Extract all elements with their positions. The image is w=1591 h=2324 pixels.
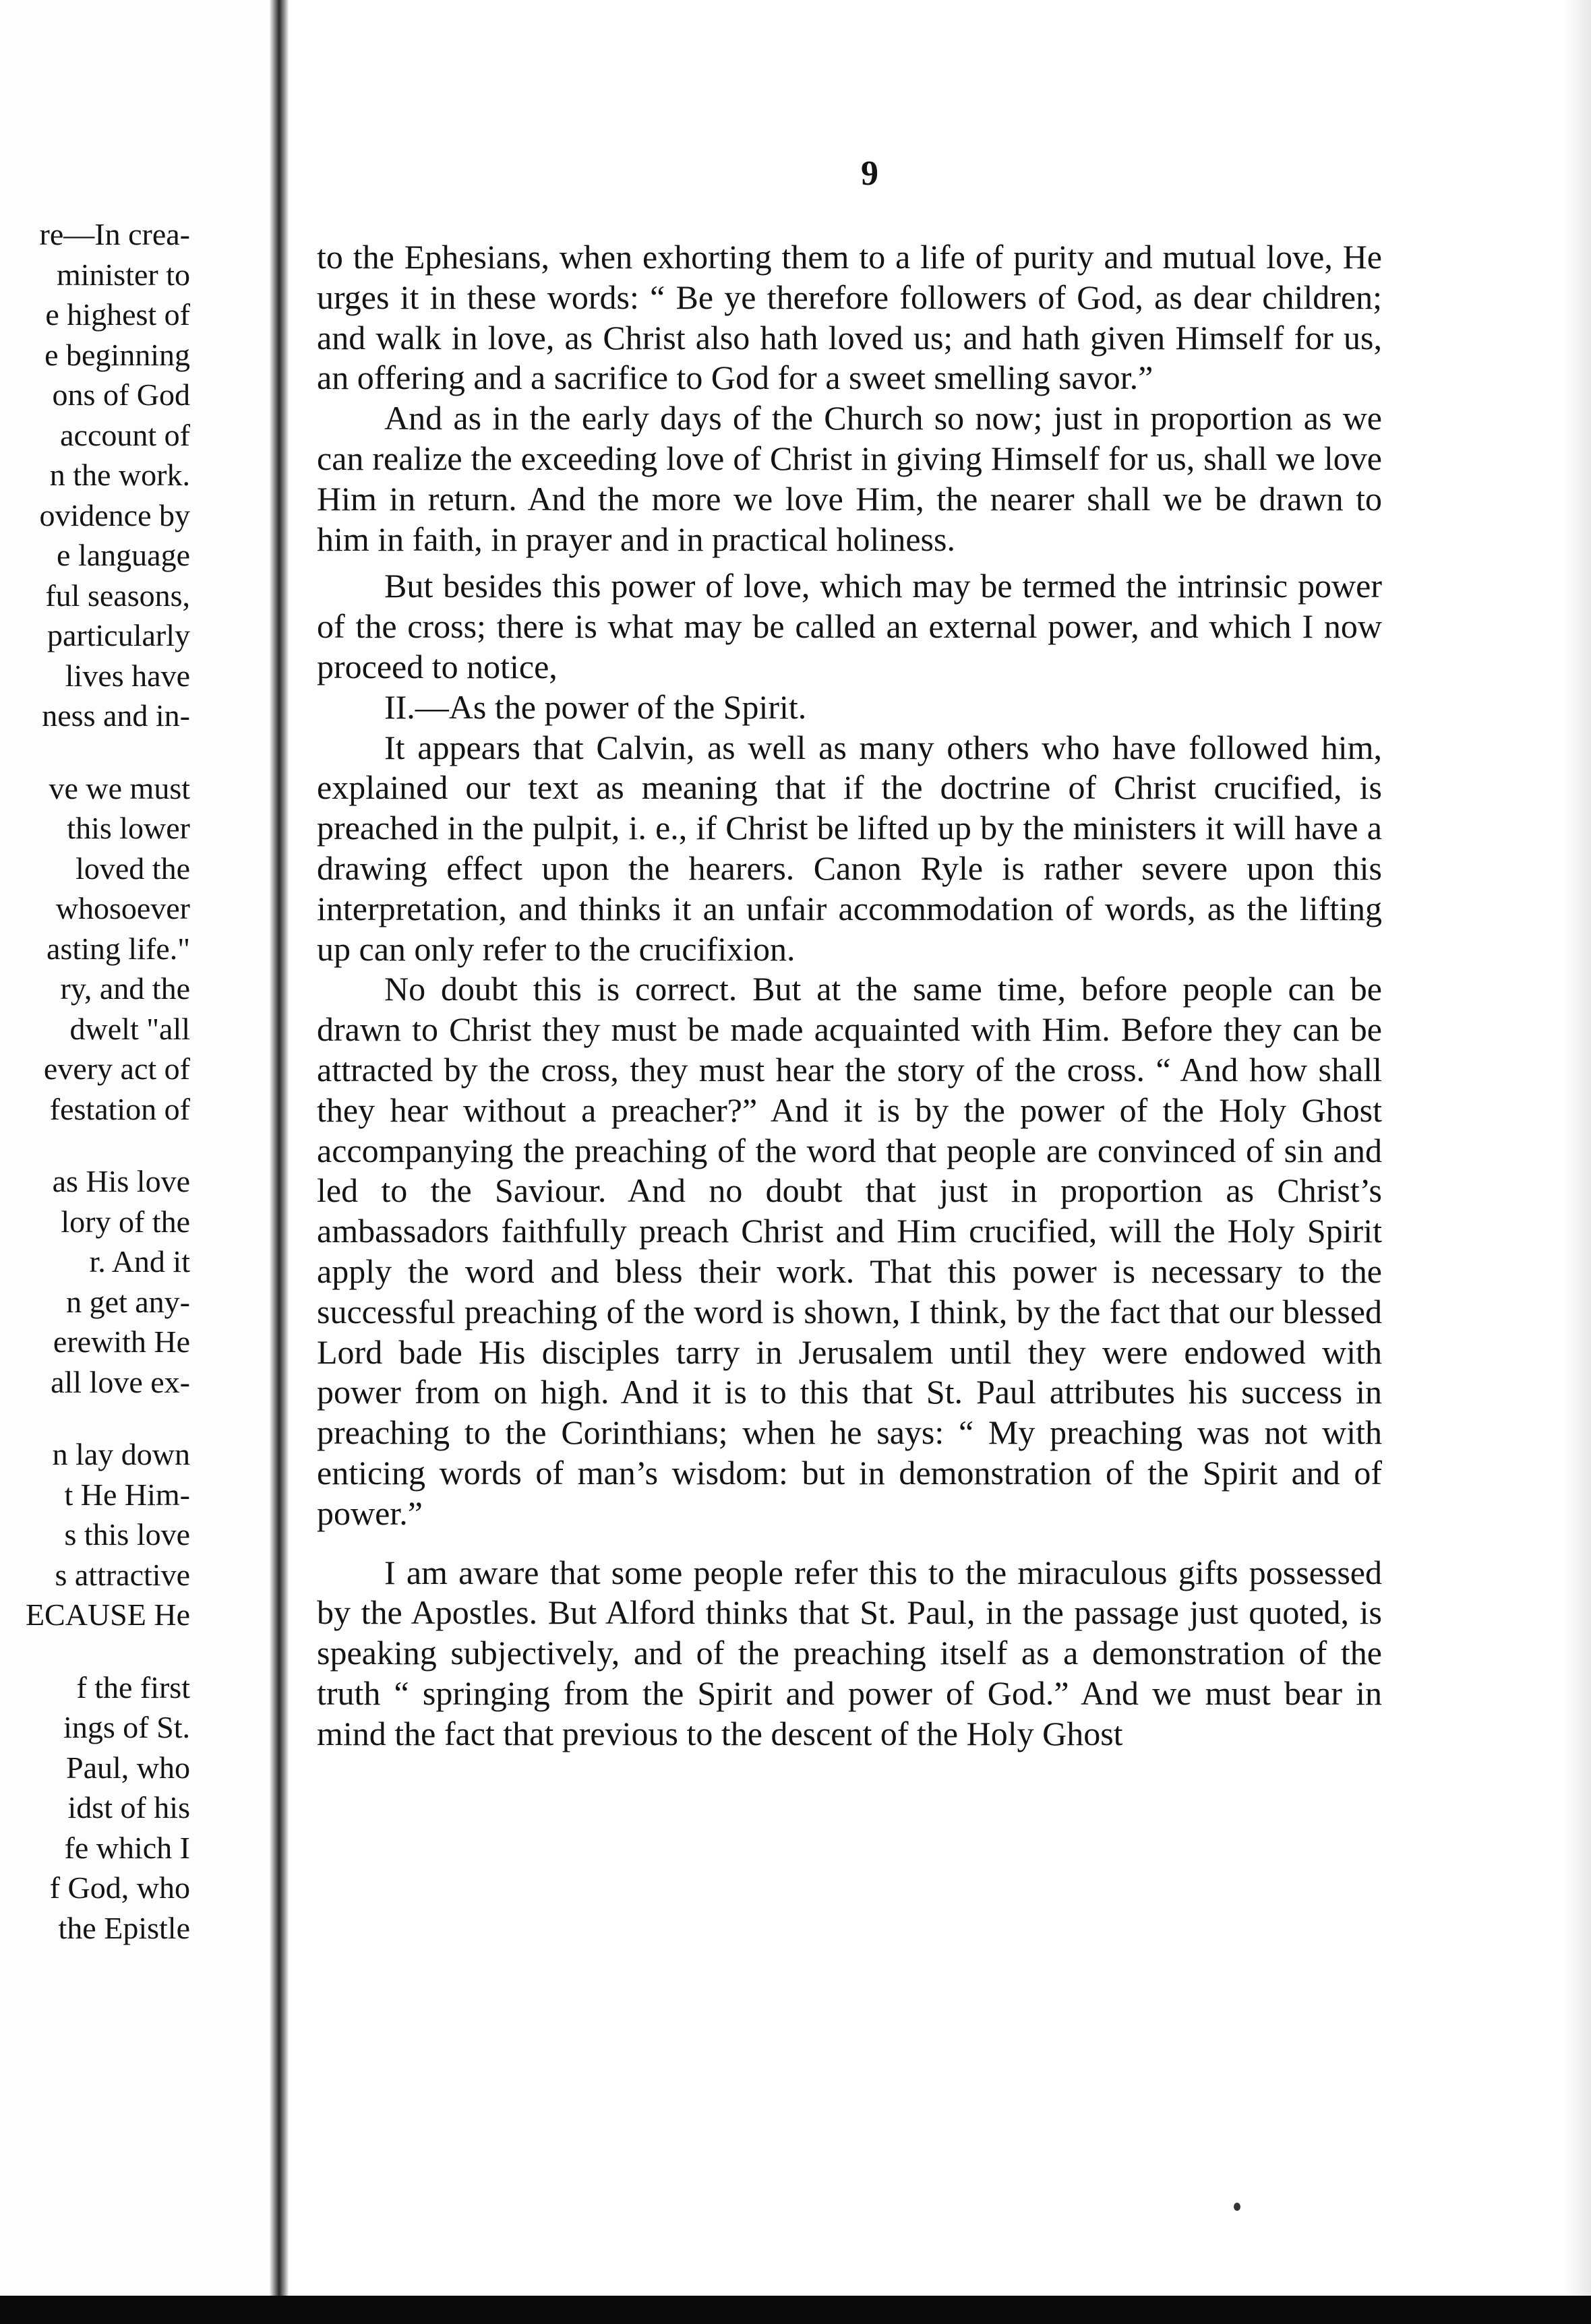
facing-page-line: t He Him- [64,1477,190,1512]
paragraph: And as in the early days of the Church so now; just in proportion as we can realize the exceeding love of Christ in giving Himself for us, shall we love Him in return. And the more we love Him, the nearer shall we be drawn to him in faith, in prayer and in practical holiness. [317,399,1382,558]
facing-page-line: particularly [47,618,190,652]
print-speck [1234,2203,1240,2211]
facing-page-line: f the first [76,1670,190,1705]
facing-page-line: f God, who [49,1870,190,1905]
facing-page-line: s attractive [55,1557,190,1592]
paragraph: No doubt this is correct. But at the same time, before people can be drawn to Christ they must be made acquainted with Him. Before they can be attracted by the cross, they must hear the story of the cross. “ And how shall they hear without a preacher?” And it is by the power of the Holy Ghost accompanying the preaching of the word that people are convinced of sin and led to the Saviour. And no doubt that just in proportion as Christ’s ambassadors faithfully preach Christ and Him crucified, will the Holy Spirit apply the word and bless their work. That this power is necessary to the successful preaching of the word is shown, I think, by the fact that our blessed Lord bade His disciples tarry in Jerusalem until they were endowed with power from on high. And it is to this that St. Paul attributes his success in preaching to the Corinthians; when he says: “ My preaching was not with enticing words of man’s wisdom: but in demonstration of the Spirit and of power.” [317,970,1382,1532]
facing-page-line: n the work. [49,458,190,492]
facing-page-line: festation of [49,1091,190,1126]
facing-page-line: lives have [65,658,190,693]
facing-page-line: fe which I [64,1830,190,1865]
line-gap [0,1402,190,1434]
page-edge [1564,0,1591,2324]
facing-page-line: ECAUSE He [25,1597,190,1632]
facing-page-line: e highest of [45,297,190,332]
facing-page-line: Paul, who [66,1750,190,1785]
facing-page-text [0,214,190,1948]
facing-page-line: as His love [52,1164,190,1198]
paragraph: But besides this power of love, which may be termed the intrinsic power of the cross; there is what may be called an external power, and which I now proceed to notice, [317,567,1382,685]
paragraph: I am aware that some people refer this to the miraculous gifts possessed by the Apostles. But Alford thinks that St. Paul, in the passage just quoted, is speaking subjectively, and of the preaching itself as a demonstration of the truth “ springing from the Spirit and power of God.” And we must bear in mind the fact that previous to the descent of the Holy Ghost [317,1553,1382,1752]
facing-page-line: e beginning [44,337,190,372]
section-heading: II.—As the power of the Spirit. [384,687,807,726]
line-gap [0,736,190,768]
facing-page-line: every act of [43,1051,190,1086]
page-number: 9 [861,154,878,193]
facing-page-line: ings of St. [63,1710,190,1744]
facing-page-line: idst of his [67,1790,190,1825]
facing-page-line: this lower [67,811,190,845]
facing-page-line: lory of the [61,1204,190,1239]
facing-page-line: all love ex- [51,1364,190,1399]
facing-page-line: e language [57,538,190,572]
page-body [317,237,1382,1754]
facing-page-line: ovidence by [39,497,190,532]
facing-page-line: whosoever [55,891,190,925]
facing-page-line: ness and in- [42,698,190,733]
facing-page-line: the Epistle [58,1910,190,1945]
facing-page-line: r. And it [89,1244,190,1279]
paragraph: to the Ephesians, when exhorting them to a life of purity and mutual love, He urges it in these words: “ Be ye therefore followers of God, as dear children; and walk in love, as Christ also hath loved us; and hath given Himself for us, an offering and a sacrifice to God for a sweet smelling savor.” [317,238,1382,397]
facing-page-line: ve we must [49,770,190,805]
facing-page-line: s this love [64,1517,190,1552]
facing-page-line: n lay down [52,1437,190,1471]
line-gap [0,1635,190,1668]
facing-page-line: ons of God [52,377,190,412]
book-gutter [270,0,289,2324]
facing-page-line: account of [60,417,190,452]
facing-page-line: asting life." [47,931,190,966]
facing-page-line: minister to [56,257,190,292]
paragraph: It appears that Calvin, as well as many others who have followed him, explained our text as meaning that if the doctrine of Christ crucified, is preached in the pulpit, i. e., if Christ be lifted up by the ministers it will have a drawing effect upon the hearers. Canon Ryle is rather severe upon this interpretation, and thinks it an unfair accommodation of words, as the lifting up can only refer to the crucifixion. [317,728,1382,968]
facing-page-line: loved the [76,851,190,886]
scan-border [0,2296,1591,2324]
facing-page-line: re—In crea- [39,217,190,251]
line-gap [0,1129,190,1161]
facing-page-line: ful seasons, [45,578,190,613]
facing-page-fragment [0,0,270,2324]
facing-page-line: erewith He [53,1324,190,1359]
facing-page-line: dwelt "all [69,1011,190,1046]
facing-page-line: n get any- [66,1284,190,1319]
facing-page-line: ry, and the [60,971,190,1006]
